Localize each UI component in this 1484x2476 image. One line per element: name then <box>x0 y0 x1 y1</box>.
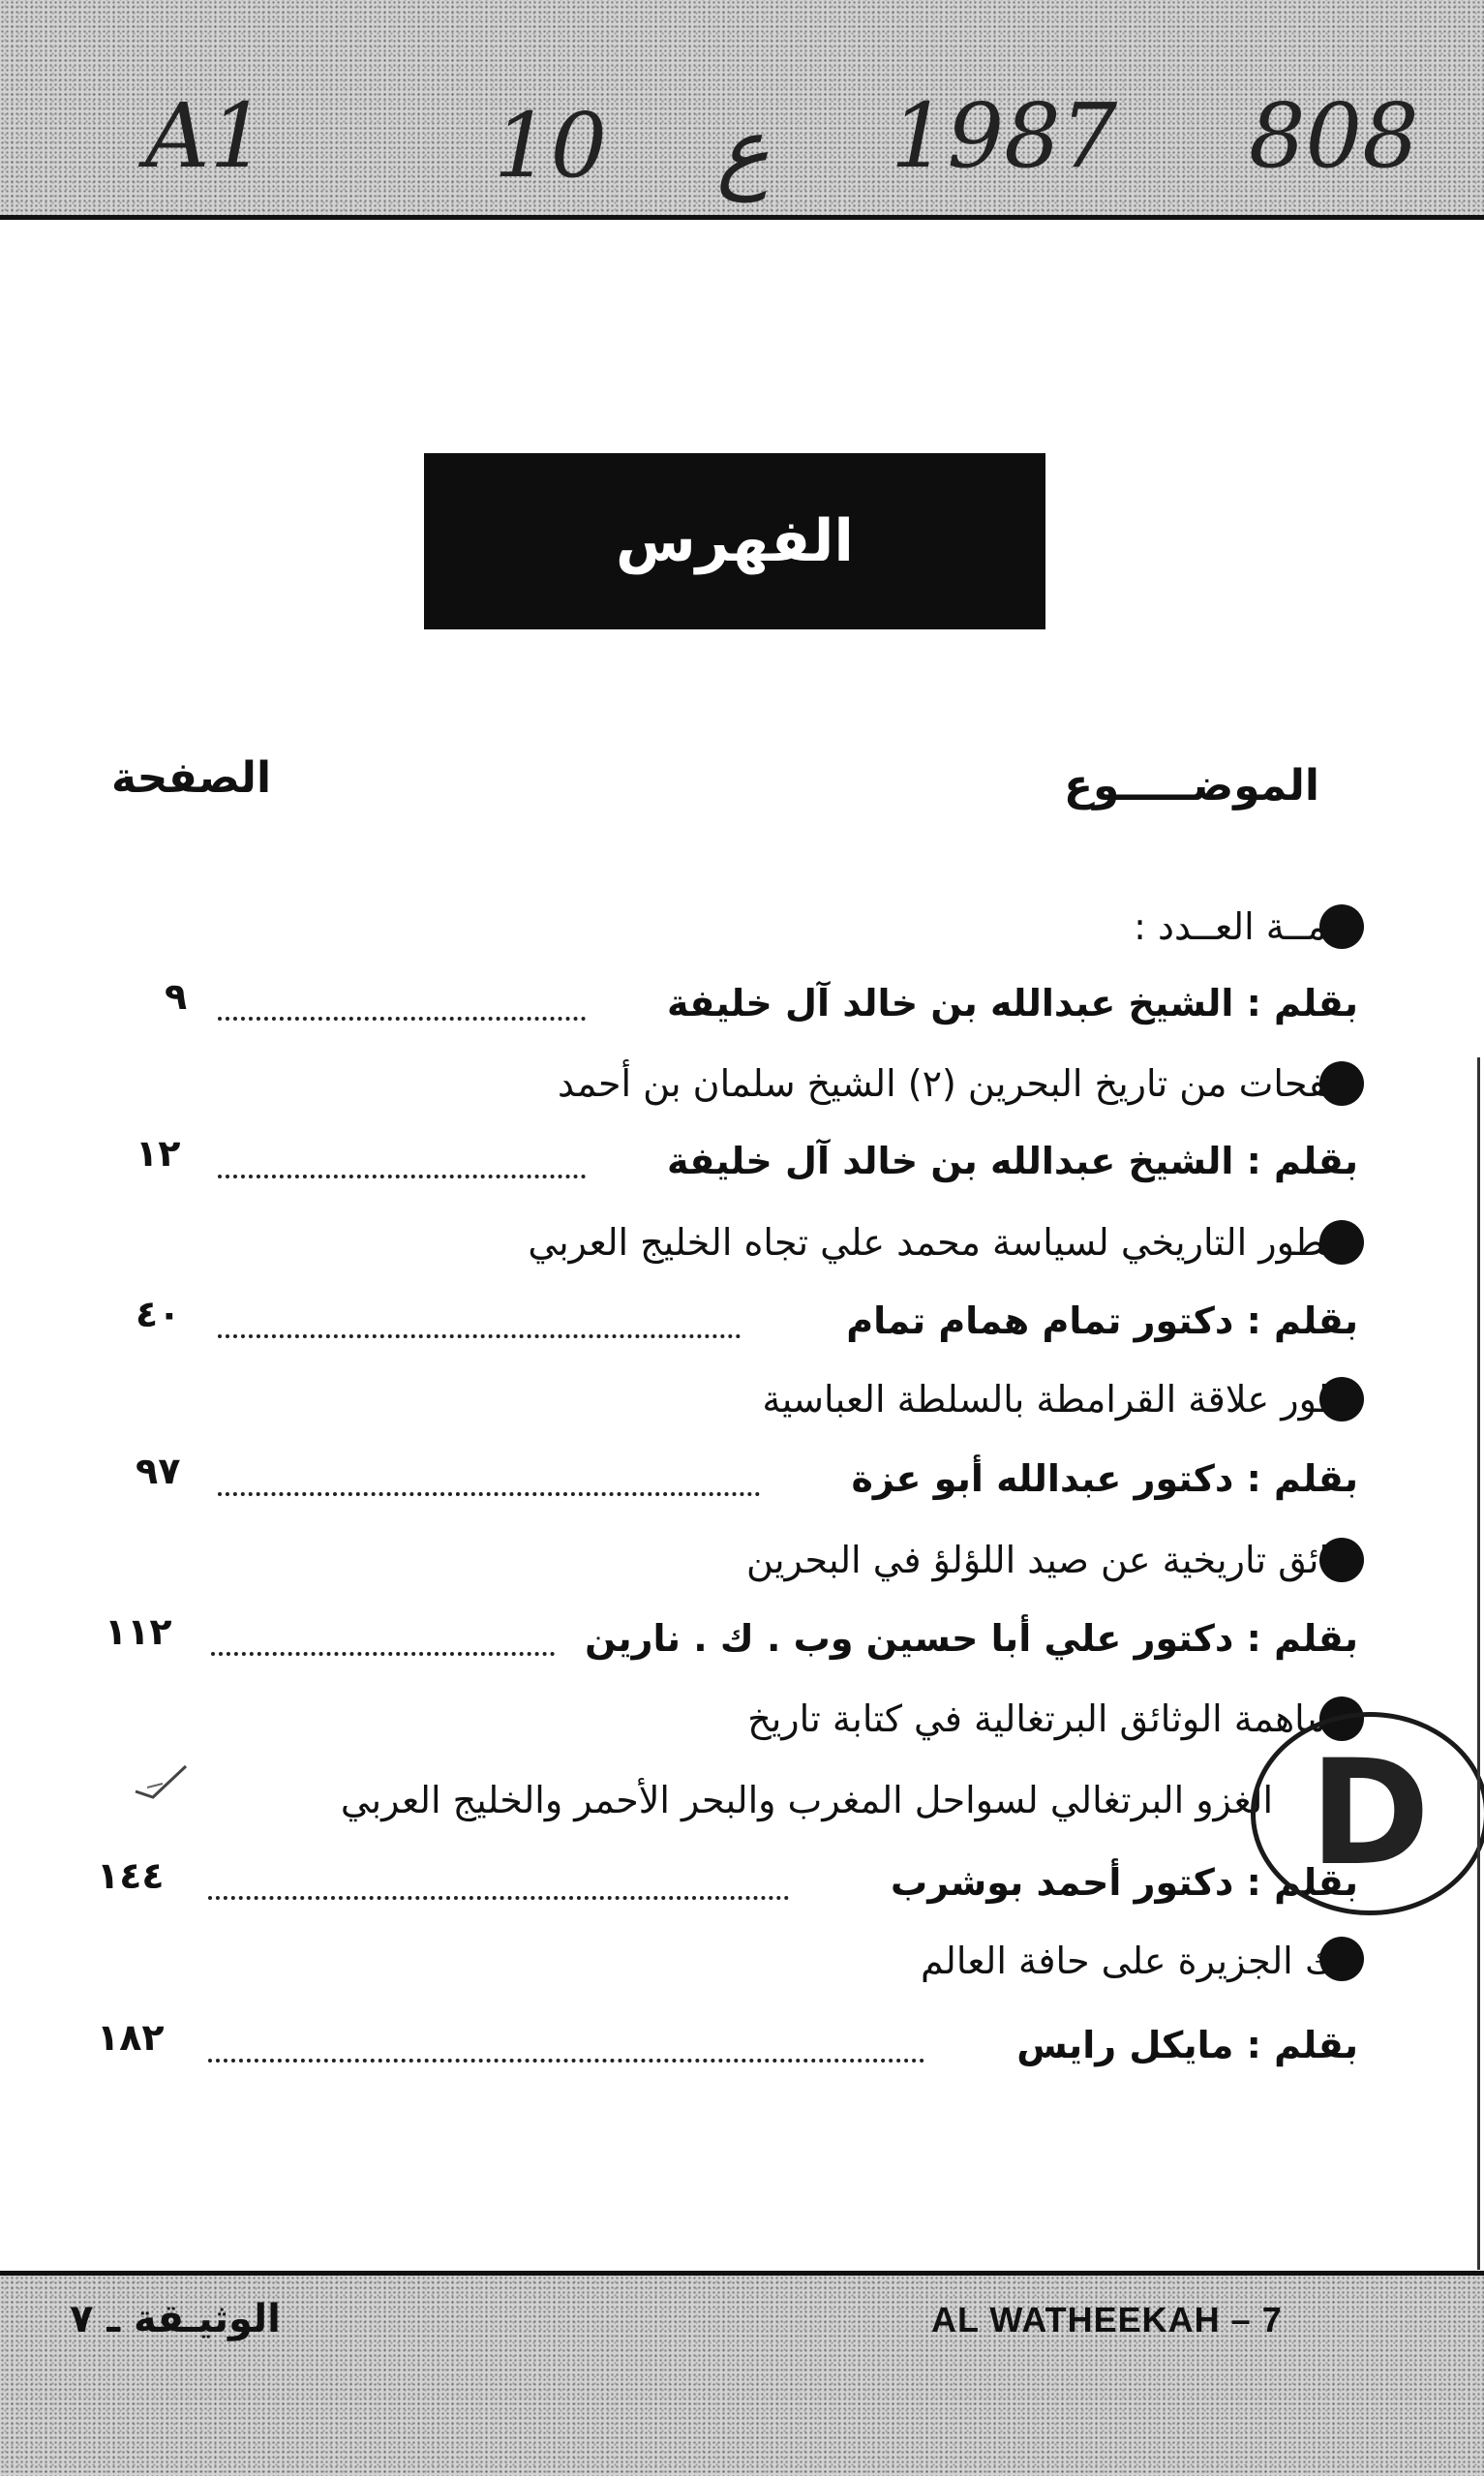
stamp-letter: D <box>1309 1729 1431 1898</box>
entry-topic: وثائق تاريخية عن صيد اللؤلؤ في البحرين <box>746 1539 1358 1581</box>
dot-leader <box>218 1175 586 1178</box>
entry-topic: مساهمة الوثائق البرتغالية في كتابة تاريخ <box>747 1697 1358 1740</box>
entry-page: ١٢ <box>136 1132 181 1175</box>
entry-topic-continued: الغزو البرتغالي لسواحل المغرب والبحر الأحمر والخليج العربي <box>340 1779 1273 1821</box>
handwritten-number: 10 <box>494 94 608 198</box>
right-border-line <box>1477 1057 1480 2270</box>
dot-leader <box>208 2059 924 2063</box>
handwritten-year: 1987 <box>891 84 1118 188</box>
entry-author: بقلم : دكتور عبدالله أبو عزة <box>851 1457 1358 1500</box>
entry-page: ١٨٢ <box>97 2016 165 2059</box>
entry-topic: تطور علاقة القرامطة بالسلطة العباسية <box>762 1378 1358 1421</box>
dot-leader <box>211 1652 555 1656</box>
entry-topic: التطور التاريخي لسياسة محمد علي تجاه الخليج العربي <box>528 1221 1358 1264</box>
title-box <box>424 453 1045 629</box>
entry-page: ٤٠ <box>136 1293 181 1335</box>
page-header: الصفحة <box>111 753 272 803</box>
dot-leader <box>218 1017 586 1021</box>
entry-author: بقلم : مايكل رايس <box>1016 2024 1358 2066</box>
entry-page: ١٤٤ <box>97 1854 165 1897</box>
handwritten-ref: 808 <box>1249 84 1419 188</box>
entry-author: بقلم : دكتور علي أبا حسين وب . ك . نارين <box>585 1617 1358 1660</box>
handwritten-code: A1 <box>145 84 266 188</box>
dot-leader <box>218 1492 760 1496</box>
dot-leader <box>208 1896 789 1900</box>
page-title: الفهرس <box>615 507 854 575</box>
footer-english: AL WATHEEKAH – 7 <box>931 2300 1283 2339</box>
entry-page: ٩٧ <box>136 1450 181 1492</box>
pen-tick-icon <box>134 1762 188 1801</box>
handwritten-letter: ع <box>716 99 770 202</box>
entry-author: بقلم : دكتور أحمد بوشرب <box>891 1861 1358 1904</box>
entry-author: بقلم : دكتور تمام همام تمام <box>846 1299 1358 1342</box>
entry-topic: كلمــة العــدد : <box>1134 905 1358 948</box>
entry-author: بقلم : الشيخ عبدالله بن خالد آل خليفة <box>666 1140 1358 1182</box>
dot-leader <box>218 1334 741 1338</box>
footer-arabic: الوثيـقة ـ ٧ <box>70 2297 281 2341</box>
entry-page: ١١٢ <box>105 1610 172 1653</box>
entry-author: بقلم : الشيخ عبدالله بن خالد آل خليفة <box>666 982 1358 1024</box>
entry-page: ٩ <box>165 975 188 1018</box>
entry-topic: صفحات من تاريخ البحرين (٢) الشيخ سلمان بن أحمد <box>558 1062 1358 1105</box>
entry-topic: تلك الجزيرة على حافة العالم <box>920 1940 1358 1982</box>
library-stamp <box>1251 1712 1484 1915</box>
topic-header: الموضـــــوع <box>1063 761 1319 810</box>
